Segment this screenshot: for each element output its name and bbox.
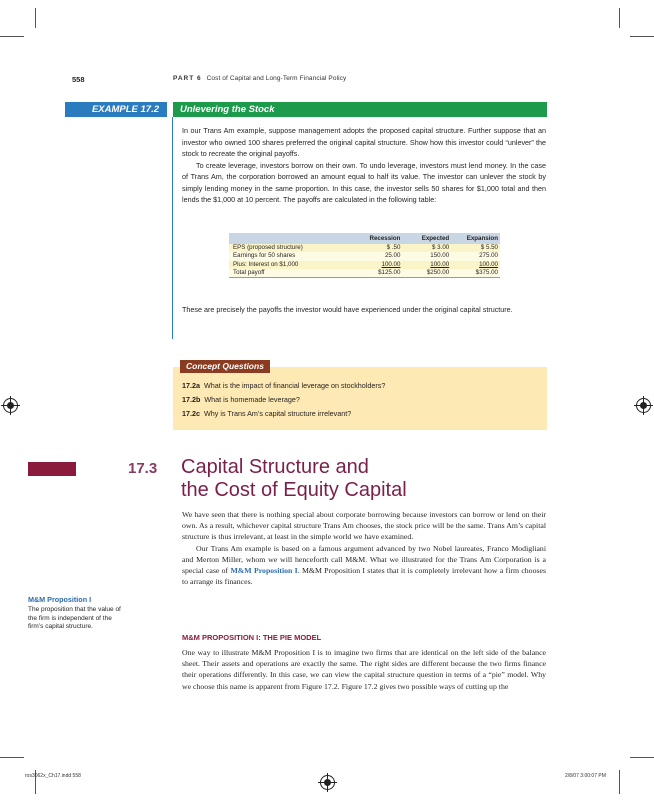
table-cell: 150.00: [402, 252, 451, 260]
question-text: What is the impact of financial leverage on stockholders?: [204, 381, 386, 390]
paragraph-text: . M&M Proposition I states that it is completely irrelevant how a firm chooses to arrange its finances.: [182, 566, 547, 587]
table-header-cell: Recession: [354, 233, 403, 244]
part-label: PART 6: [173, 75, 202, 82]
section-body: [182, 647, 546, 692]
table-header-cell: Expansion: [451, 233, 500, 244]
payoff-table: [229, 233, 500, 278]
question-number: 17.2a: [182, 381, 200, 390]
section-title: [181, 456, 407, 502]
table-cell: $ 5.50: [451, 244, 500, 252]
concept-question: [182, 395, 300, 404]
section-number: 17.3: [128, 460, 158, 477]
registration-mark-icon: [320, 775, 335, 790]
section-body: [182, 509, 546, 587]
section-title-line: the Cost of Equity Capital: [181, 479, 407, 501]
date-slug: 2/8/07 3:00:07 PM: [565, 773, 606, 779]
margin-definition: The proposition that the value of the firm is independent of the firm’s capital structure.: [28, 606, 121, 631]
registration-mark-icon: [636, 398, 651, 413]
table-cell: Plus: Interest on $1,000: [229, 261, 354, 269]
table-cell: Total payoff: [229, 269, 354, 278]
table-row: [229, 244, 500, 252]
page-number: 558: [72, 75, 85, 84]
question-text: What is homemade leverage?: [204, 395, 300, 404]
margin-term: M&M Proposition I: [28, 595, 92, 604]
table-row: [229, 261, 500, 269]
registration-mark-icon: [3, 398, 18, 413]
table-cell: $ .50: [354, 244, 403, 252]
crop-mark: [35, 8, 36, 28]
example-paragraph: To create leverage, investors borrow on their own. To undo leverage, investors must lend money. In the case of Trans Am, the corporation borrowed an amount equal to half its value. The investor can unlever the stock by simply lending money in the same proportion. In this case, the investor sells 50 shares for $1,000 total and then lends the $1,000 at 10 percent. The payoffs are calculated in the following table:: [182, 160, 546, 204]
crop-mark: [0, 757, 24, 758]
paragraph-text: Our Trans Am example is based on a famous argument advanced by two Nobel laureates, Franco Modigliani and Merton Miller, whom we will henceforth call M&M. What we illustrated for the Trans Am Corporation is a special case of: [182, 543, 546, 576]
table-cell: Earnings for 50 shares: [229, 252, 354, 260]
table-cell: $375.00: [451, 269, 500, 278]
running-header: [173, 75, 346, 82]
table-row: [229, 269, 500, 278]
table-row: [229, 252, 500, 260]
example-title: Unlevering the Stock: [173, 102, 547, 117]
crop-mark: [630, 36, 654, 37]
example-paragraph: In our Trans Am example, suppose management adopts the proposed capital structure. Further suppose that an investor who owned 100 shares preferred the original capital structure. Show how this investor could “unlever” the stock to recreate the original payoffs.: [182, 126, 546, 158]
table-header-cell: [229, 233, 354, 244]
key-term-link[interactable]: M&M Proposition I: [230, 566, 298, 576]
section-marker: [28, 462, 76, 476]
crop-mark: [619, 8, 620, 28]
table-cell: 275.00: [451, 252, 500, 260]
subsection-heading: M&M PROPOSITION I: THE PIE MODEL: [182, 633, 322, 642]
table-cell: $125.00: [354, 269, 403, 278]
table-cell: 100.00: [402, 261, 451, 269]
example-body: [182, 125, 546, 206]
table-cell: $250.00: [402, 269, 451, 278]
table-header-row: [229, 233, 500, 244]
question-number: 17.2b: [182, 395, 201, 404]
crop-mark: [630, 757, 654, 758]
table-cell: 100.00: [451, 261, 500, 269]
table-header-cell: Expected: [402, 233, 451, 244]
section-title-line: Capital Structure and: [181, 456, 369, 478]
example-conclusion: These are precisely the payoffs the investor would have experienced under the original capital structure.: [182, 305, 513, 314]
file-slug: ros3062x_Ch17.indd 558: [25, 773, 81, 779]
example-rule: [172, 117, 173, 339]
table-cell: $ 3.00: [402, 244, 451, 252]
question-text: Why is Trans Am’s capital structure irrelevant?: [204, 409, 352, 418]
question-number: 17.2c: [182, 409, 200, 418]
crop-mark: [619, 770, 620, 794]
crop-mark: [0, 36, 24, 37]
concept-question: [182, 381, 385, 390]
body-paragraph: We have seen that there is nothing special about corporate borrowing because investors can borrow or lend on their own. As a result, whichever capital structure Trans Am chooses, the stock price will be the same. Trans Am’s capital structure is thus irrelevant, at least in the simple world we have examined.: [182, 510, 546, 542]
table-cell: 100.00: [354, 261, 403, 269]
body-paragraph: One way to illustrate M&M Proposition I is to imagine two firms that are identical on the left side of the balance sheet. Their assets and operations are exactly the same. The right sides are different because the two firms finance their operations differently. In this case, we can view the capital structure question in terms of a “pie” model. Why we choose this name is apparent from Figure 17.2. Figure 17.2 gives two possible ways of cutting up the: [182, 648, 546, 691]
table-cell: 25.00: [354, 252, 403, 260]
table-cell: EPS (proposed structure): [229, 244, 354, 252]
body-paragraph: [182, 543, 546, 588]
concept-question: [182, 409, 351, 418]
example-label: EXAMPLE 17.2: [65, 102, 167, 117]
concept-questions-title: Concept Questions: [180, 360, 270, 373]
part-title: Cost of Capital and Long-Term Financial Policy: [206, 75, 347, 82]
